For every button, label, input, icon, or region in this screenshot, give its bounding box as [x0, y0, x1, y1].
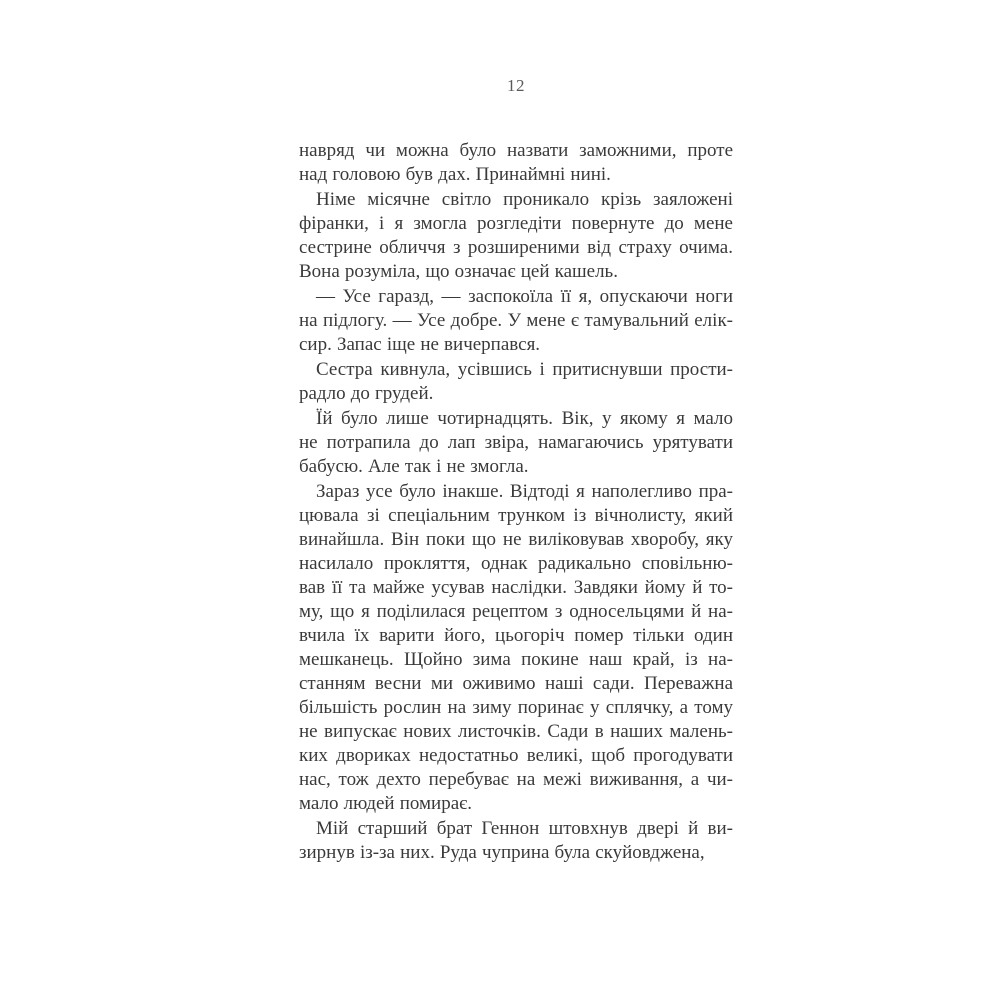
- text-line: більшість рослин на зиму поринає у сплячку, а тому: [299, 697, 733, 718]
- text-line: Їй було лише чотирнадцять. Вік, у якому я мало: [316, 408, 733, 429]
- paragraph: [299, 817, 733, 865]
- text-line: цювала зі спеціальним трунком із вічнолисту, який: [299, 505, 733, 526]
- paragraph: [299, 358, 733, 406]
- text-line: сир. Запас іще не вичерпався.: [299, 334, 541, 355]
- text-line: над головою був дах. Принаймні нині.: [299, 164, 611, 185]
- paragraph: [299, 139, 733, 187]
- text-line: Вона розуміла, що означає цей кашель.: [299, 261, 618, 282]
- text-line: Зараз усе було інакше. Відтоді я наполегливо пра-: [316, 481, 733, 502]
- text-line: Сестра кивнула, усівшись і притиснувши прости-: [316, 359, 733, 380]
- text-line: винайшла. Він поки що не виліковував хворобу, яку: [299, 529, 733, 550]
- text-line: сестрине обличчя з розширеними від страху очима.: [299, 237, 733, 258]
- text-line: бабусю. Але так і не змогла.: [299, 456, 529, 477]
- paragraph: [299, 188, 733, 284]
- text-line: навряд чи можна було назвати заможними, проте: [299, 140, 733, 161]
- text-line: Німе місячне світло проникало крізь заяложені: [316, 189, 733, 210]
- text-line: вчила їх варити його, цьогоріч помер тільки один: [299, 625, 733, 646]
- text-line: радло до грудей.: [299, 383, 434, 404]
- text-line: мешканець. Щойно зима покине наш край, із на-: [299, 649, 733, 670]
- text-line: мало людей помирає.: [299, 793, 473, 814]
- text-line: насилало прокляття, однак радикально сповільню-: [299, 553, 733, 574]
- text-line: не потрапила до лап звіра, намагаючись урятувати: [299, 432, 733, 453]
- text-line: му, що я поділилася рецептом з односельцями й на-: [299, 601, 733, 622]
- text-line: нас, тож дехто перебуває на межі виживання, а чи-: [299, 769, 733, 790]
- paragraph: [299, 285, 733, 357]
- paragraph: [299, 480, 733, 816]
- text-line: Мій старший брат Геннон штовхнув двері й ви-: [316, 818, 733, 839]
- text-line: зирнув із-за них. Руда чуприна була скуйовджена,: [299, 842, 705, 863]
- text-line: не випускає нових листочків. Сади в наших малень-: [299, 721, 733, 742]
- page-number: 12: [507, 76, 525, 95]
- text-line: на підлогу. — Усе добре. У мене є тамувальний елік-: [299, 310, 733, 331]
- text-line: вав її та майже усував наслідки. Завдяки йому й то-: [299, 577, 733, 598]
- text-line: фіранки, і я змогла розгледіти повернуте до мене: [299, 213, 733, 234]
- text-line: станням весни ми оживимо наші сади. Переважна: [299, 673, 733, 694]
- text-line: — Усе гаразд, — заспокоїла її я, опускаючи ноги: [316, 286, 733, 307]
- text-line: ких двориках недостатньо великі, щоб прогодувати: [299, 745, 733, 766]
- body-text-column: [299, 139, 733, 865]
- paragraph: [299, 407, 733, 479]
